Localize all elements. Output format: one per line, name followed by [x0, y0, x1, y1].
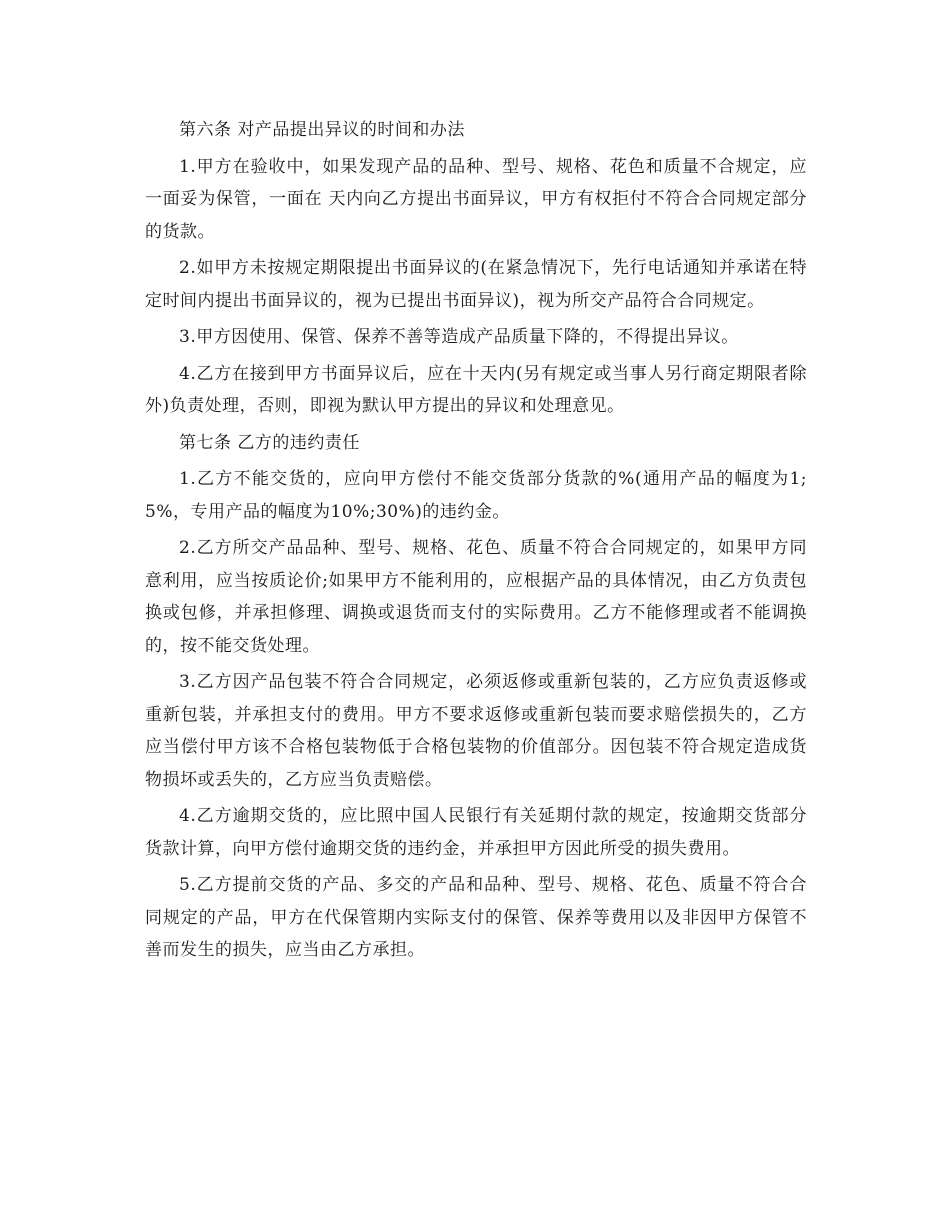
- article-6-heading: 第六条 对产品提出异议的时间和办法: [179, 120, 465, 140]
- article-6-clause-1: 1.甲方在验收中，如果发现产品的品种、型号、规格、花色和质量不合规定，应一面妥为保管，一面在 天内向乙方提出书面异议，甲方有权拒付不符合合同规定部分的货款。: [145, 156, 807, 242]
- article-7-heading: 第七条 乙方的违约责任: [179, 432, 360, 453]
- article-6-clause-2: 2.如甲方未按规定期限提出书面异议的(在紧急情况下，先行电话通知并承诺在特定时间内提出书面异议的，视为已提出书面异议)，视为所交产品符合合同规定。: [145, 258, 807, 311]
- article-6-clause-3: 3.甲方因使用、保管、保养不善等造成产品质量下降的，不得提出异议。: [179, 327, 739, 347]
- article-7-clause-4: 4.乙方逾期交货的，应比照中国人民银行有关延期付款的规定，按逾期交货部分货款计算，向甲方偿付逾期交货的违约金，并承担甲方因此所受的损失费用。: [145, 806, 807, 859]
- article-6-clause-4: 4.乙方在接到甲方书面异议后，应在十天内(另有规定或当事人另行商定期限者除外)负责处理，否则，即视为默认甲方提出的异议和处理意见。: [145, 363, 807, 416]
- article-7-clause-2: 2.乙方所交产品品种、型号、规格、花色、质量不符合合同规定的，如果甲方同意利用，应当按质论价;如果甲方不能利用的，应根据产品的具体情况，由乙方负责包换或包修，并承担修理、调换或退货而支付的实际费用。乙方不能修理或者不能调换的，按不能交货处理。: [145, 538, 807, 656]
- article-7-clause-5: 5.乙方提前交货的产品、多交的产品和品种、型号、规格、花色、质量不符合合同规定的产品，甲方在代保管期内实际支付的保管、保养等费用以及非因甲方保管不善而发生的损失，应当由乙方承担。: [145, 875, 807, 960]
- article-7-clause-1: 1.乙方不能交货的，应向甲方偿付不能交货部分货款的%(通用产品的幅度为1;5%，专用产品的幅度为10%;30%)的违约金。: [145, 469, 807, 522]
- article-7-clause-3: 3.乙方因产品包装不符合合同规定，必须返修或重新包装的，乙方应负责返修或重新包装，并承担支付的费用。甲方不要求返修或重新包装而要求赔偿损失的，乙方应当偿付甲方该不合格包装物低于合格包装物的价值部分。因包装不符合规定造成货物损坏或丢失的，乙方应当负责赔偿。: [145, 672, 807, 790]
- document-body: [145, 114, 807, 971]
